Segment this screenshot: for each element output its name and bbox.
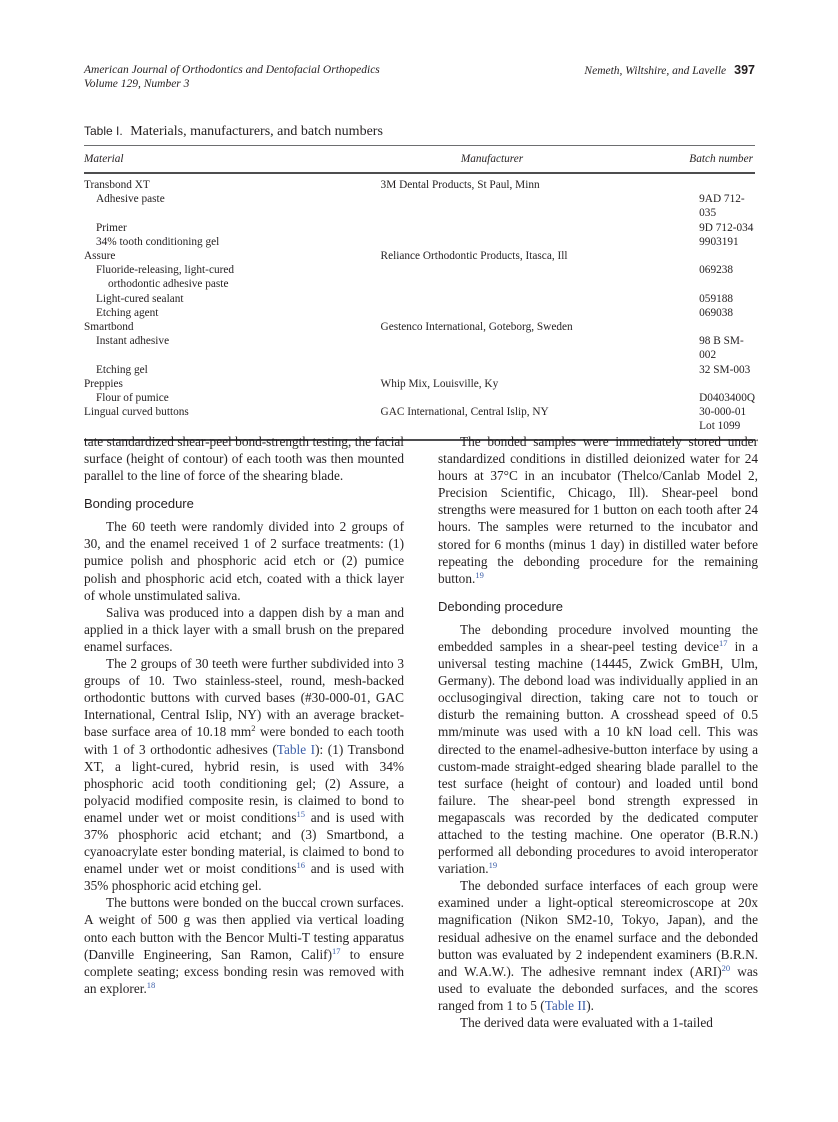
manufacturer-cell: [381, 235, 651, 249]
journal-volume: Volume 129, Number 3: [84, 78, 190, 90]
batch-number-cell: 9903191: [699, 235, 739, 248]
paragraph: [438, 433, 758, 587]
manufacturer-cell: [381, 292, 651, 306]
reference-link[interactable]: 20: [721, 962, 731, 973]
text-run: in a universal testing machine (14445, Zwick GmBH, Ulm, Germany). The debond load was individually applied in an occlusogingival direction, taking care not to touch or disturb the remaining button. A crosshead speed of 0.5 mm/minute was used with a 10 kN load cell. This was directed to the enamel-adhesive-button interface by using a custom-made straight-edged shearing blade parallel to the test surface (height of contour) and loaded until bond failure. The shear-peel bond strength expressed in megapascals was recorded by the dedicated computer attached to the testing machine. One operator (B.R.N.) performed all debonding procedures to avoid interoperator variation.: [438, 638, 758, 877]
header-batch-number: Batch number: [689, 153, 753, 165]
table-row: [84, 320, 755, 334]
text-run: to ensure complete seating; excess bonding resin was removed with an explorer.: [84, 946, 405, 996]
batch-number-cell: 069038: [699, 306, 734, 319]
reference-link[interactable]: 18: [146, 979, 156, 990]
reference-link[interactable]: 15: [296, 808, 306, 819]
material-cell: Etching gel: [96, 363, 148, 376]
batch-number-cell: 069238: [699, 264, 734, 277]
batch-number-cell: 30-000-01 Lot 1099: [699, 406, 747, 433]
text-run: The buttons were bonded on the buccal crown surfaces. A weight of 500 g was then applied via vertical loading onto each button with the Bencor Multi-T testing apparatus (Danville Engineering, San Ramon, Calif): [84, 895, 404, 962]
header-material: Material: [84, 153, 124, 165]
paragraph: [84, 655, 404, 894]
table-row: [84, 405, 755, 433]
page-number: 397: [734, 63, 755, 77]
text-run: The debonded surface interfaces of each group were examined under a light-optical stereomicroscope at 20x magnification (Nikon SM2-10, Tokyo, Japan), and the residual adhesive on the enamel surface and the debonded button was evaluated by 2 independent examiners (B.R.N. and W.A.W.). The adhesive remnant index (ARI): [438, 878, 758, 979]
table-row: [84, 306, 755, 320]
text-run: The debonding procedure involved mounting the embedded samples in a shear-peel testing device: [438, 621, 758, 654]
authors: Nemeth, Wiltshire, and Lavelle: [584, 65, 727, 77]
material-cell: Transbond XT: [84, 179, 150, 191]
material-cell: Primer: [96, 221, 127, 234]
manufacturer-cell: [381, 221, 651, 235]
section-heading-bonding-procedure: Bonding procedure: [84, 496, 194, 512]
table-row: [84, 263, 755, 277]
superscript: 2: [251, 723, 256, 734]
paragraph: [84, 894, 404, 997]
table-row: [84, 221, 755, 235]
table-row: [84, 334, 755, 362]
material-cell: Instant adhesive: [96, 335, 170, 348]
manufacturer-cell: [381, 306, 651, 320]
batch-number-cell: [650, 277, 755, 291]
manufacturer-cell: Whip Mix, Louisville, Ky: [380, 377, 499, 390]
material-cell: Assure: [84, 250, 116, 263]
batch-number-cell: D0403400Q: [699, 392, 755, 405]
material-cell: Smartbond: [84, 321, 134, 334]
batch-number-cell: 9D 712-034: [699, 221, 754, 234]
batch-number-cell: 32 SM-003: [699, 363, 751, 376]
table-row: [84, 277, 755, 291]
batch-number-cell: [650, 249, 755, 263]
running-head-left: [84, 63, 380, 91]
table-label: Table I.: [84, 124, 123, 138]
batch-number-cell: 059188: [699, 292, 734, 305]
reference-link[interactable]: 19: [475, 569, 484, 580]
table-row: [84, 377, 755, 391]
material-cell: Light-cured sealant: [96, 292, 184, 305]
right-column: [438, 433, 758, 1031]
table-row: [84, 391, 755, 405]
material-cell: Fluoride-releasing, light-cured: [96, 264, 235, 277]
table-row: [84, 174, 755, 192]
reference-link[interactable]: 19: [488, 860, 498, 871]
text-run: was used to evaluate the debonded surfaces, and the scores ranged from 1 to 5 (: [438, 963, 758, 1013]
table-header-row: [84, 146, 755, 172]
paragraph: [438, 877, 758, 1014]
batch-number-cell: 98 B SM-002: [699, 335, 744, 362]
paragraph: tate standardized shear-peel bond-strength testing, the facial surface (height of contour) of each tooth was then mounted parallel to the line of force of the shearing blade.: [84, 434, 404, 484]
table-row: [84, 292, 755, 306]
material-cell: Etching agent: [96, 306, 159, 319]
manufacturer-cell: [381, 277, 651, 291]
material-cell: Adhesive paste: [96, 193, 165, 206]
material-cell: 34% tooth conditioning gel: [96, 235, 220, 248]
text-run: The 2 groups of 30 teeth were further subdivided into 3 groups of 10. Two stainless-steel, round, mesh-backed orthodontic buttons with curved bases (#30-000-01, GAC International, Central Islip, NY) with an average bracket-base surface area of 10.18 mm: [84, 656, 404, 740]
table-link[interactable]: Table I: [276, 741, 316, 757]
materials-table: [84, 145, 755, 441]
manufacturer-cell: 3M Dental Products, St Paul, Minn: [380, 179, 540, 191]
paragraph: The 60 teeth were randomly divided into 2 groups of 30, and the enamel received 1 of 2 surface treatments: (1) pumice polish and phosphoric acid etch or (2) pumice polish and phosphoric acid etch, coated with a thick layer of whole unstimulated saliva.: [84, 519, 404, 603]
table-title: Materials, manufacturers, and batch numbers: [130, 124, 383, 139]
manufacturer-cell: [381, 334, 651, 362]
paragraph: [438, 621, 758, 877]
text-run: were bonded to each tooth with 1 of 3 orthodontic adhesives (: [84, 724, 404, 757]
table-row: [84, 363, 755, 377]
section-heading-debonding-procedure: Debonding procedure: [438, 598, 564, 614]
text-run: ).: [586, 997, 595, 1013]
header-manufacturer: Manufacturer: [460, 153, 524, 165]
text-run: and is used with 37% phosphoric acid etchant; and (3) Smartbond, a cyanoacrylate ester bonding material, is claimed to bond to enamel under wet or moist conditions: [84, 809, 404, 877]
material-cell: orthodontic adhesive paste: [108, 278, 229, 291]
manufacturer-cell: [381, 263, 651, 277]
batch-number-cell: [650, 377, 755, 391]
table-link[interactable]: Table II: [544, 997, 587, 1013]
table-row: [84, 249, 755, 263]
material-cell: Preppies: [84, 377, 123, 390]
table-row: [84, 235, 755, 249]
reference-link[interactable]: 17: [332, 945, 341, 956]
text-run: and is used with 35% phosphoric acid etching gel.: [84, 861, 404, 894]
left-column: [84, 433, 404, 997]
paragraph: The derived data were evaluated with a 1-tailed: [460, 1015, 713, 1030]
batch-number-cell: [650, 174, 755, 192]
journal-title: American Journal of Orthodontics and Dentofacial Orthopedics: [84, 64, 380, 76]
reference-link[interactable]: 17: [719, 637, 728, 648]
text-run: The bonded samples were immediately stored under standardized conditions in distilled deionized water for 24 hours at 37°C in an incubator (Thelco/Canlab Model 2, Precision Scientific, Chicago, Ill). Shear-peel bond strengths were measured for 1 button on each tooth after 24 hours. The samples were returned to the incubator and stored for 6 months (minus 1 day) in distilled water before repeating the debonding procedure for the remaining button.: [438, 434, 758, 586]
manufacturer-cell: Reliance Orthodontic Products, Itasca, Ill: [380, 250, 568, 263]
manufacturer-cell: [381, 192, 651, 220]
table-row: [84, 192, 755, 220]
material-cell: Flour of pumice: [96, 392, 169, 405]
manufacturer-cell: [381, 391, 651, 405]
running-head-right: [584, 63, 755, 78]
manufacturer-cell: Gestenco International, Goteborg, Sweden: [380, 321, 573, 334]
manufacturer-cell: GAC International, Central Islip, NY: [380, 406, 549, 419]
batch-number-cell: 9AD 712-035: [699, 193, 745, 220]
manufacturer-cell: [381, 363, 651, 377]
batch-number-cell: [650, 320, 755, 334]
paragraph: Saliva was produced into a dappen dish by a man and applied in a thick layer with a small brush on the prepared enamel surfaces.: [84, 604, 404, 654]
text-run: ): (1) Transbond XT, a light-cured, hybrid resin, is used with 34% phosphoric acid tooth conditioning gel; (2) Assure, a polyacid modified composite resin, is claimed to bond to enamel under wet or moist conditions: [84, 741, 405, 825]
reference-link[interactable]: 16: [296, 860, 306, 871]
table-body: [84, 174, 755, 434]
material-cell: Lingual curved buttons: [84, 406, 189, 419]
table-caption: [84, 124, 383, 140]
